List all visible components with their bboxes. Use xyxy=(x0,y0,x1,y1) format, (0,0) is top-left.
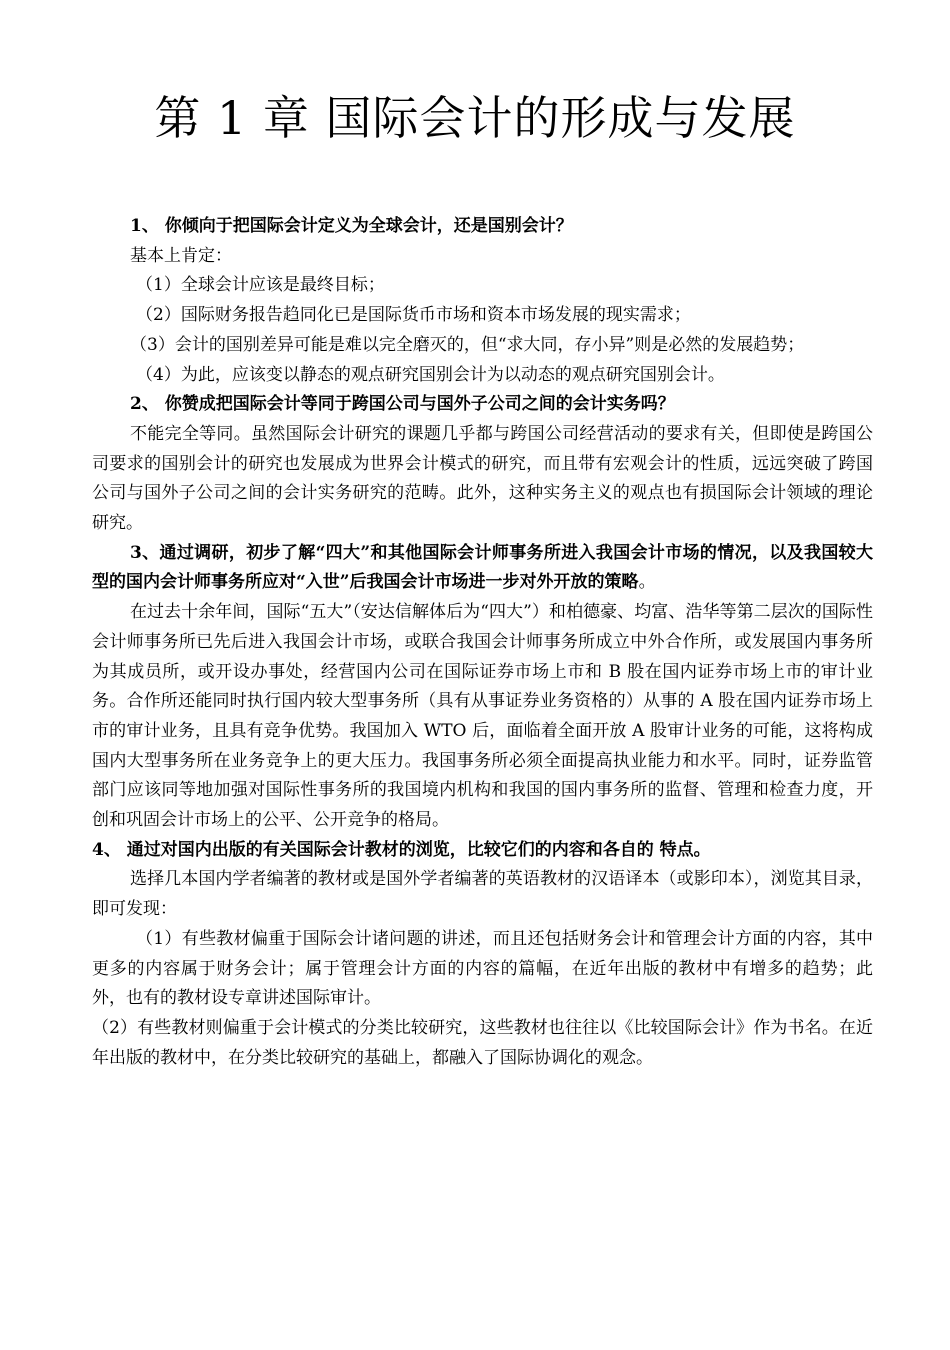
answer-1-intro: 基本上肯定： xyxy=(130,245,232,266)
answer-4-item-2: （2）有些教材则偏重于会计模式的分类比较研究，这些教材也往往以《比较国际会计》作为书名。在近年出版的教材中，在分类比较研究的基础上，都融入了国际协调化的观念。 xyxy=(92,1017,873,1068)
chapter-title: 第 1 章 国际会计的形成与发展 xyxy=(154,91,796,145)
question-2: 2、 你赞成把国际会计等同于跨国公司与国外子公司之间的会计实务吗？ xyxy=(130,394,675,415)
answer-1-item-4: （4）为此，应该变以静态的观点研究国别会计为以动态的观点研究国别会计。 xyxy=(136,364,725,385)
question-3 xyxy=(92,539,873,598)
answer-4-item-1: （1）有些教材偏重于国际会计诸问题的讲述，而且还包括财务会计和管理会计方面的内容，其中更多的内容属于财务会计；属于管理会计方面的内容的篇幅，在近年出版的教材中有增多的趋势；此外，也有的教材设专章讲述国际审计。 xyxy=(92,928,873,1009)
answer-1-item-1: （1）全球会计应该是最终目标； xyxy=(136,275,385,296)
answer-2: 不能完全等同。虽然国际会计研究的课题几乎都与跨国公司经营活动的要求有关，但即使是跨国公司要求的国别会计的研究也发展成为世界会计模式的研究，而且带有宏观会计的性质，远远突破了跨国公司与国外子公司之间的会计实务研究的范畴。此外，这种实务主义的观点也有损国际会计领域的理论研究。 xyxy=(92,423,873,534)
answer-3: 在过去十余年间，国际“五大”（安达信解体后为“四大”）和柏德豪、均富、浩华等第二层次的国际性会计师事务所已先后进入我国会计市场，或联合我国会计师事务所成立中外合作所，或发展国内事务所为其成员所，或开设办事处，经营国内公司在国际证券市场上市和 B 股在国内证券市场上市的审计业务。合作所还能同时执行国内较大型事务所（具有从事证券业务资格的）从事的 A 股在国内证券市场上市的审计业务，且具有竞争优势。我国加入 WTO 后，面临着全面开放 A 股审计业务的可能，这将构成国内大型事务所在业务竞争上的更大压力。我国事务所必须全面提高执业能力和水平。同时，证券监管部门应该同等地加强对国际性事务所的我国境内机构和我国的国内事务所的监督、管理和检查力度，开创和巩固会计市场上的公平、公开竞争的格局。 xyxy=(92,602,873,831)
question-4: 4、 通过对国内出版的有关国际会计教材的浏览，比较它们的内容和各自的 特点。 xyxy=(92,839,711,860)
answer-4-intro: 选择几本国内学者编著的教材或是国外学者编著的英语教材的汉语译本（或影印本），浏览其目录，即可发现： xyxy=(92,869,873,920)
answer-1-item-3: （3）会计的国别差异可能是难以完全磨灭的，但“求大同，存小异”则是必然的发展趋势； xyxy=(130,334,805,355)
question-1: 1、 你倾向于把国际会计定义为全球会计，还是国别会计？ xyxy=(130,216,573,236)
answer-1-item-2: （2）国际财务报告趋同化已是国际货币市场和资本市场发展的现实需求； xyxy=(136,305,691,326)
document-body xyxy=(92,212,873,1073)
question-3-end-mark: 。 xyxy=(638,572,656,593)
question-3-text: 3、通过调研，初步了解“四大”和其他国际会计师事务所进入我国会计市场的情况，以及我国较大型的国内会计师事务所应对“入世”后我国会计市场进一步对外开放的策略 xyxy=(92,542,873,593)
